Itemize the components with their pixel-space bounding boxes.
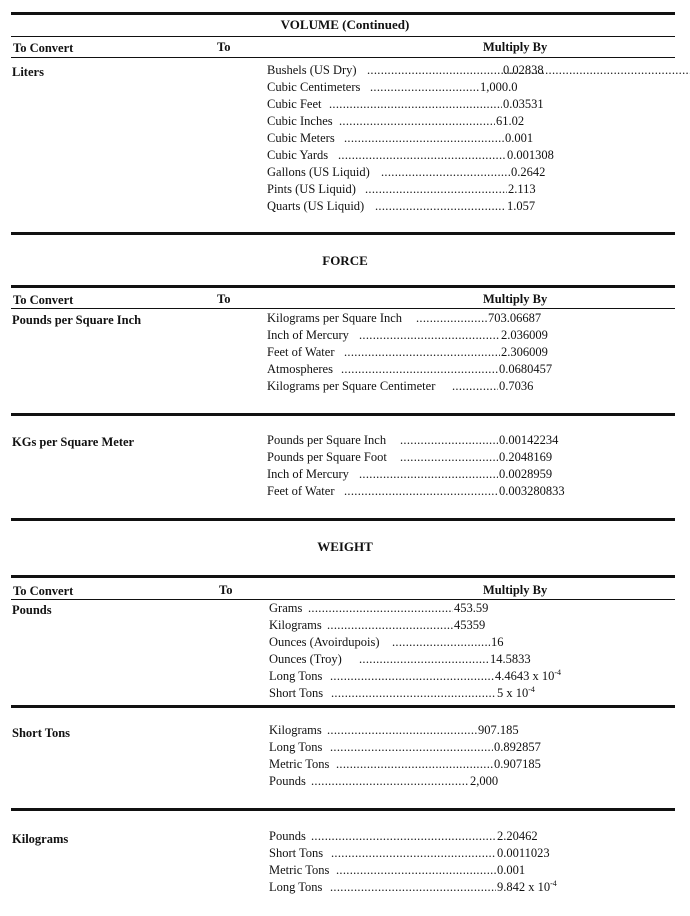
- factor-value: 2,000: [470, 774, 499, 788]
- unit-name: Ounces (Avoirdupois): [269, 635, 380, 649]
- leader-dots: [400, 432, 498, 449]
- leader-dots: [327, 722, 477, 739]
- factor-value: 0.001308: [507, 148, 554, 162]
- group-label: Liters: [12, 65, 44, 79]
- section-title-volume: VOLUME (Continued): [280, 17, 410, 32]
- leader-dots: [392, 634, 490, 651]
- leader-dots: [330, 668, 494, 685]
- rule: [11, 575, 675, 578]
- unit-name: Long Tons: [269, 740, 323, 754]
- unit-name: Quarts (US Liquid): [267, 199, 365, 213]
- leader-dots: [341, 361, 498, 378]
- factor-mantissa: 5 x 10: [497, 686, 529, 700]
- header-to-convert: To Convert: [13, 41, 74, 55]
- rule: [11, 518, 675, 521]
- leader-dots: [339, 113, 495, 130]
- leader-dots: [375, 198, 506, 215]
- unit-name: Kilograms per Square Centimeter: [267, 379, 436, 393]
- header-multiply-by: Multiply By: [483, 292, 548, 306]
- rule: [11, 285, 675, 288]
- factor-value: 0.02838: [503, 63, 544, 77]
- leader-dots: [344, 344, 500, 361]
- leader-dots: [331, 845, 496, 862]
- unit-name: Pounds per Square Foot: [267, 450, 387, 464]
- leader-dots: [336, 862, 496, 879]
- factor-value: 61.02: [496, 114, 525, 128]
- factor-exponent: -4: [554, 668, 562, 677]
- unit-name: Cubic Yards: [267, 148, 329, 162]
- leader-dots: [452, 378, 498, 395]
- rule: [11, 705, 675, 708]
- unit-name: Pints (US Liquid): [267, 182, 356, 196]
- unit-name: Grams: [269, 601, 303, 615]
- unit-name: Gallons (US Liquid): [267, 165, 370, 179]
- unit-name: Bushels (US Dry): [267, 63, 357, 77]
- group-label: Short Tons: [12, 726, 71, 740]
- unit-name: Feet of Water: [267, 484, 335, 498]
- unit-name: Long Tons: [269, 669, 323, 683]
- rule: [11, 12, 675, 15]
- unit-name: Atmospheres: [267, 362, 333, 376]
- group-label: Pounds per Square Inch: [12, 313, 142, 327]
- unit-name: Pounds: [269, 829, 306, 843]
- leader-dots: [359, 466, 498, 483]
- leader-dots: [359, 327, 500, 344]
- factor-value: 0.907185: [494, 757, 541, 771]
- factor-value: 2.20462: [497, 829, 538, 843]
- section-title-weight: WEIGHT: [317, 539, 373, 554]
- rule: [11, 413, 675, 416]
- header-to-convert: To Convert: [13, 584, 74, 598]
- leader-dots: [311, 773, 469, 790]
- header-multiply-by: Multiply By: [483, 583, 548, 597]
- factor-value: 0.001: [497, 863, 526, 877]
- leader-dots: [416, 310, 488, 327]
- factor-value: 1,000.0: [480, 80, 518, 94]
- factor-value: 0.003280833: [499, 484, 565, 498]
- factor-value: 0.001: [505, 131, 534, 145]
- factor-value: 907.185: [478, 723, 519, 737]
- unit-name: Long Tons: [269, 880, 323, 894]
- factor-value: 0.03531: [503, 97, 544, 111]
- unit-name: Pounds: [269, 774, 306, 788]
- factor-value: 0.00142234: [499, 433, 559, 447]
- rule: [11, 308, 675, 309]
- factor-value: [497, 879, 557, 896]
- factor-value: 453.59: [454, 601, 489, 615]
- unit-name: Kilograms: [269, 618, 322, 632]
- factor-value: 0.2048169: [499, 450, 553, 464]
- factor-value: 0.2642: [511, 165, 546, 179]
- factor-value: 2.113: [508, 182, 536, 196]
- factor-value: 0.0680457: [499, 362, 553, 376]
- header-multiply-by: Multiply By: [483, 40, 548, 54]
- section-title-force: FORCE: [322, 253, 368, 268]
- factor-value: 703.06687: [488, 311, 542, 325]
- unit-name: Metric Tons: [269, 863, 330, 877]
- unit-name: Kilograms: [269, 723, 322, 737]
- leader-dots: [400, 449, 498, 466]
- unit-name: Cubic Centimeters: [267, 80, 361, 94]
- group-label: Pounds: [12, 603, 52, 617]
- unit-name: Cubic Feet: [267, 97, 322, 111]
- leader-dots: [370, 79, 479, 96]
- unit-name: Inch of Mercury: [267, 467, 349, 481]
- leader-dots: [359, 651, 489, 668]
- header-to: To: [219, 583, 233, 597]
- factor-exponent: -4: [550, 879, 557, 888]
- unit-name: Short Tons: [269, 846, 324, 860]
- rule: [11, 36, 675, 37]
- header-to: To: [217, 40, 231, 54]
- unit-name: Cubic Inches: [267, 114, 333, 128]
- leader-dots: [311, 828, 496, 845]
- factor-value: 14.5833: [490, 652, 531, 666]
- factor-value: 0.892857: [494, 740, 541, 754]
- unit-name: Pounds per Square Inch: [267, 433, 387, 447]
- leader-dots: [330, 879, 496, 896]
- header-to-convert: To Convert: [13, 293, 74, 307]
- unit-name: Short Tons: [269, 686, 324, 700]
- factor-mantissa: 9.842 x 10: [497, 880, 551, 894]
- unit-name: Cubic Meters: [267, 131, 335, 145]
- factor-value: 0.0011023: [497, 846, 550, 860]
- factor-mantissa: 4.4643 x 10: [495, 669, 555, 683]
- rule: [11, 808, 675, 811]
- unit-name: Metric Tons: [269, 757, 330, 771]
- unit-name: Feet of Water: [267, 345, 335, 359]
- header-to: To: [217, 292, 231, 306]
- factor-value: 0.0028959: [499, 467, 553, 481]
- leader-dots: [336, 756, 493, 773]
- leader-dots: [381, 164, 510, 181]
- unit-name: Kilograms per Square Inch: [267, 311, 403, 325]
- leader-dots: [338, 147, 506, 164]
- leader-dots: [344, 130, 504, 147]
- factor-value: 0.7036: [499, 379, 534, 393]
- factor-value: [495, 668, 561, 685]
- leader-dots: [331, 685, 496, 702]
- leader-dots: [330, 739, 493, 756]
- factor-value: 45359: [454, 618, 486, 632]
- unit-name: Ounces (Troy): [269, 652, 342, 666]
- factor-value: 1.057: [507, 199, 536, 213]
- leader-dots: [308, 600, 453, 617]
- factor-value: 2.306009: [501, 345, 548, 359]
- leader-dots: [327, 617, 453, 634]
- group-label: KGs per Square Meter: [12, 435, 135, 449]
- group-label: Kilograms: [12, 832, 69, 846]
- leader-dots: [344, 483, 498, 500]
- factor-value: 2.036009: [501, 328, 548, 342]
- rule: [11, 57, 675, 58]
- factor-exponent: -4: [528, 685, 535, 694]
- leader-dots: [365, 181, 507, 198]
- rule: [11, 232, 675, 235]
- factor-value: 16: [491, 635, 504, 649]
- leader-dots: [329, 96, 502, 113]
- factor-value: [497, 685, 535, 702]
- unit-name: Inch of Mercury: [267, 328, 349, 342]
